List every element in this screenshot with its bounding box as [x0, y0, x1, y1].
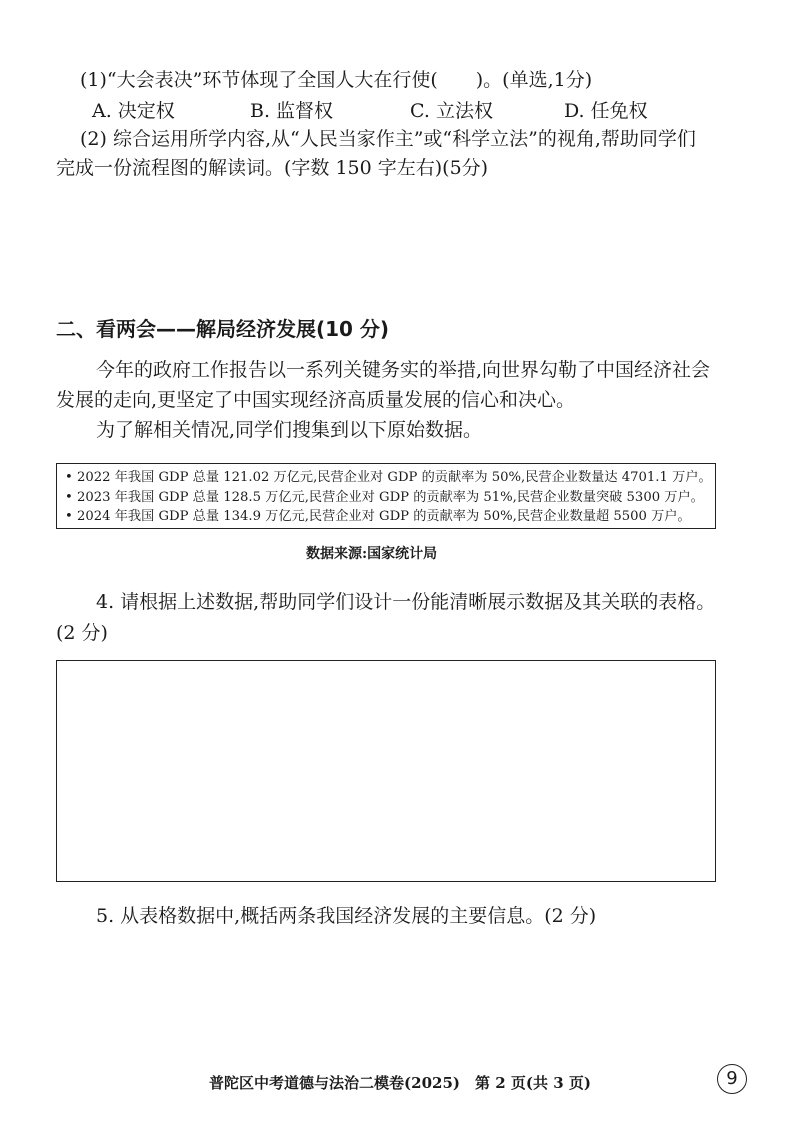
page-number-circle: 9 — [717, 1064, 747, 1094]
question-4-line2: (2 分) — [56, 622, 108, 644]
data-item-2023: • 2023 年我国 GDP 总量 128.5 万亿元,民营企业对 GDP 的贡献率为 51%,民营企业数量突破 5300 万户。 — [65, 489, 704, 505]
question-3-sub2-line2: 完成一份流程图的解读词。(字数 150 字左右)(5分) — [56, 157, 489, 179]
section-two-intro-line1: 今年的政府工作报告以一系列关键务实的举措,向世界勾勒了中国经济社会 — [96, 359, 711, 381]
section-two-title: 二、看两会——解局经济发展(10 分) — [56, 317, 390, 341]
option-d: D. 任免权 — [564, 100, 648, 122]
data-item-2022: • 2022 年我国 GDP 总量 121.02 万亿元,民营企业对 GDP 的贡献率为 50%,民营企业数量达 4701.1 万户。 — [65, 470, 712, 485]
option-c: C. 立法权 — [410, 100, 493, 122]
question-5: 5. 从表格数据中,概括两条我国经济发展的主要信息。(2 分) — [96, 905, 597, 927]
section-two-intro-line2: 发展的走向,更坚定了中国实现经济高质量发展的信心和决心。 — [56, 389, 576, 411]
question-4-answer-box[interactable] — [56, 660, 716, 882]
page-footer: 普陀区中考道德与法治二模卷(2025) 第 2 页(共 3 页) — [209, 1074, 591, 1092]
question-4-line1: 4. 请根据上述数据,帮助同学们设计一份能清晰展示数据及其关联的表格。 — [96, 591, 716, 613]
question-3-sub2-line1: (2) 综合运用所学内容,从“人民当家作主”或“科学立法”的视角,帮助同学们 — [80, 128, 696, 150]
option-b: B. 监督权 — [250, 100, 334, 122]
section-two-intro-line3: 为了解相关情况,同学们搜集到以下原始数据。 — [96, 419, 483, 441]
data-source: 数据来源:国家统计局 — [306, 546, 438, 562]
raw-data-box — [56, 463, 716, 529]
question-3-options — [80, 96, 680, 122]
question-3-sub1: (1)“大会表决”环节体现了全国人大在行使( )。(单选,1分) — [80, 69, 593, 91]
option-a: A. 决定权 — [92, 100, 175, 122]
data-item-2024: • 2024 年我国 GDP 总量 134.9 万亿元,民营企业对 GDP 的贡献率为 50%,民营企业数量超 5500 万户。 — [65, 509, 691, 524]
